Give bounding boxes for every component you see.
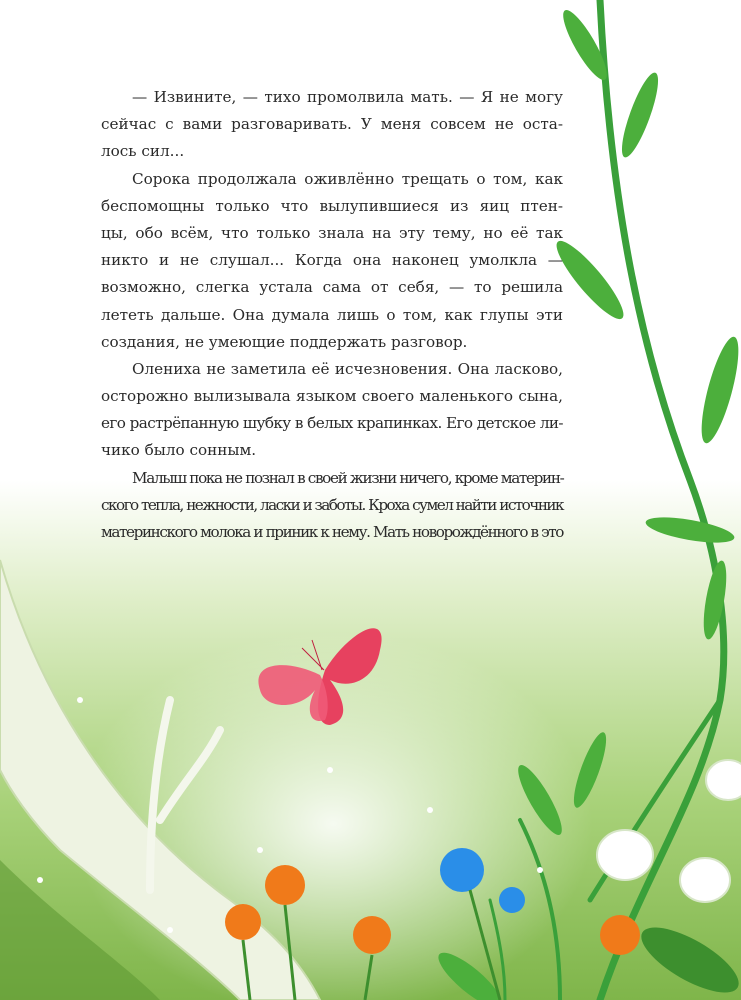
text-line: осторожно вылизывала языком своего маленького сына,	[101, 387, 563, 406]
text-line: сейчас с вами разговаривать. У меня совсем не оста-	[101, 115, 563, 134]
text-line: создания, не умеющие поддержать разговор.	[101, 332, 468, 351]
text-line: Сорока продолжала оживлённо трещать о том, как	[132, 169, 563, 188]
text-line: беспомощны только что вылупившиеся из яиц птен-	[101, 196, 563, 215]
text-line: чико было сонным.	[101, 441, 257, 460]
text-line: цы, обо всём, что только знала на эту тему, но её так	[101, 223, 563, 242]
story-text	[101, 84, 563, 546]
text-line: лететь дальше. Она думала лишь о том, как глупы эти	[101, 305, 563, 324]
text-line: материнского молока и приник к нему. Мать новорождённого в это	[101, 523, 563, 541]
text-line: Малыш пока не познал в своей жизни ничего, кроме материн-	[132, 468, 564, 487]
text-line: возможно, слегка устала сама от себя, — то решила	[101, 278, 563, 297]
text-line: никто и не слушал... Когда она наконец умолкла —	[101, 251, 563, 270]
text-line: его растрёпанную шубку в белых крапинках. Его детское ли-	[101, 414, 563, 433]
text-line: ского тепла, нежности, ласки и заботы. Кроха сумел найти источник	[101, 495, 563, 514]
text-line: лось сил...	[101, 142, 185, 161]
text-line: Олениха не заметила её исчезновения. Она ласково,	[132, 359, 563, 378]
text-line: — Извините, — тихо промолвила мать. — Я не могу	[132, 88, 563, 106]
